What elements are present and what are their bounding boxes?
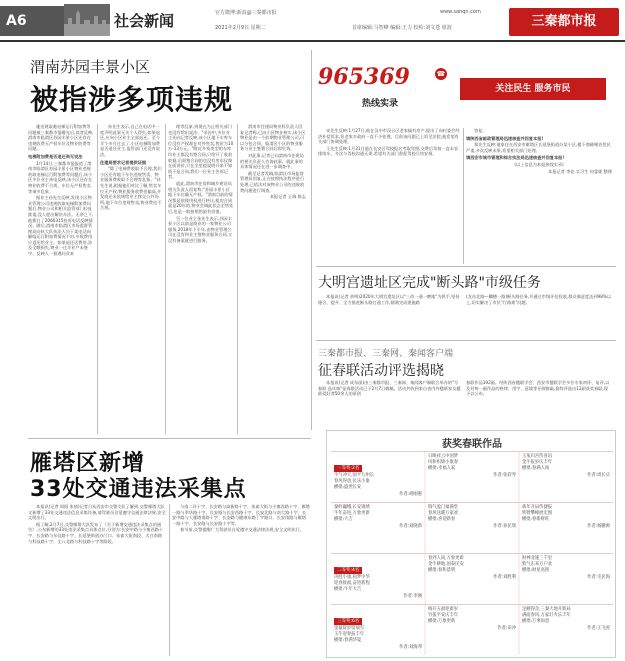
couplet-author: 作者:刘晓新 (399, 523, 422, 529)
couplet-line: 玉兔归宫传喜讯 (522, 454, 553, 459)
hotline-slogan: 关注民生 服务市民 (460, 78, 606, 100)
paragraph: 本报讯(记者 余明)2020年大明宫遗址区以"三改一通一磨地"为抓手,坚持缝合、提升、全力推进断头路打通工作,圆满完成建施路 (318, 294, 460, 305)
paragraph: 驰送规取驰电梯运行附加费等问题被三秦都市报曝光后,读者反映,渭南市临渭区苏园丰景小区还存在违规收费无产权车位及物业收费等问题。 (28, 124, 94, 152)
couplet-line: 金牛报岁庆丰年 (522, 460, 553, 466)
couplet-line: 决胜小康,圆梦中华 (334, 575, 370, 580)
prize-item (425, 451, 519, 502)
column-divider (169, 504, 170, 656)
prize-rank-badge: 二等奖:4名 (334, 567, 362, 574)
couplet-horizontal: 横批:万事如意 (522, 619, 550, 625)
paragraph: 春节前,交警提醒广大驾驶员自觉遵守交通法律法规,安全文明出行。 (180, 527, 305, 533)
story1-subtitle: 渭南苏园丰景小区 (30, 58, 151, 76)
couplet-line: 紫气东来万户欢 (522, 562, 553, 568)
story3-column-2 (466, 380, 612, 426)
newspaper-logo: 三秦都市报 (509, 8, 619, 36)
paragraph: 理等乱象,到现在为止相关部门也没有给出说法。"采访中,多位业主还向记者反映,该小区地下车库车位没有产权却在对外售卖,售价为10万-13万元。"附近多家类型的车库均业主都没有签合同,只给开了收款收据,后面签合同的也没有房东仪课在面讲价,只在坐里提说明开来不知情不是合同,我们一位业主告诉记者。 (168, 124, 234, 180)
couplet-line: 牛年奋进,万象更新 (334, 511, 370, 517)
couplet-line: 梅开五福迎新岁 (428, 607, 459, 612)
section-divider (316, 340, 616, 341)
paragraph: 渭南市住建局物业科负责人回复记者称,已向小区物业核实,该小区物业是由一个前期物业管理公司,可以分包合同。临渭区小区的物业服务与业主签署合同后即生效。 (240, 124, 306, 152)
award-title: 获奖春联作品 (442, 439, 502, 450)
couplet-horizontal: 横批:万象更新 (428, 619, 456, 625)
prize-item (519, 604, 613, 655)
prize-item (425, 604, 519, 655)
column-divider (97, 124, 98, 434)
couplet-horizontal: 横批:盛世长安 (334, 485, 362, 491)
paragraph: 据了解,2月7日,交警雁塔大队发布了《关于新增交通违法采集点的通告》,公布新增的33处违法采集点具体点位,分别为:长安中路与小寨西路十字、长安路与东仪路十字、长延堡街道办门口、朱雀大街南段、太白南路与科技路十字、丈八北路与科技路十字等路段。 (28, 521, 164, 544)
story4-title-line-1: 雁塔区新增 (30, 451, 146, 476)
hotline-column-1 (318, 128, 460, 264)
paragraph: 宋先生反映:1月27日,他在汉中市汉台区老家搞有房产,提出了向村委会经济补偿诉求,但老家乡政府一直不予处理。目前该问题已上诉至法院,他希望有关部门协调处理。 (318, 128, 460, 145)
story4-column-1 (28, 504, 166, 658)
prize-rank-badge: 一等奖:2名 (334, 465, 362, 472)
prize-item (519, 451, 613, 502)
paragraph: 本报讯(记者 周阳 朱倩)记者日从西安市交警支队了解到,交警雁塔大队又新增了33处交通违法信息采集设备,请驾驶员自觉遵守交通法律法规,安全文明出行。 (28, 504, 166, 521)
award-box (326, 430, 616, 658)
section-divider (28, 438, 311, 439)
couplet-line: 春到人间,万象更新 (428, 556, 464, 561)
page-header (0, 0, 625, 44)
couplet-line: 犇年开局传捷报 (522, 505, 553, 510)
prize-item (331, 502, 425, 553)
couplet-author: 作者:张彩琴 (493, 472, 516, 478)
couplet-line: 竹报平安庆丰年 (428, 613, 459, 619)
paragraph: 王先生反映:1月31日他在长安区驾校报名考取驾照,交费后驾校一直未安排练车。多次与驾校沟通无果,希望有关部门督促驾校尽快安排。 (318, 145, 459, 157)
header-divider (0, 40, 625, 42)
couplet-author: 作者:刘海邦 (399, 644, 422, 650)
prize-item (425, 553, 519, 604)
city-skyline-icon (64, 4, 110, 36)
section-title: 社会新闻 (114, 12, 175, 30)
couplet-line: 铁臂攀峰展宏图 (522, 511, 553, 517)
byline: 本报记者 王瑞 陈志 (269, 194, 306, 200)
hotline-label: 热线实录 (362, 99, 399, 109)
byline: 本报记者 李佳 实习生 何睿妮 整理 (548, 168, 612, 174)
couplet-line: 瑞气盈门福满堂 (428, 505, 459, 510)
story3-column-1 (318, 380, 462, 426)
story1-title: 被指涉多项违规 (30, 83, 234, 116)
subheading: 住建局要求记者提供证据 (100, 159, 147, 165)
story2-column-2 (466, 294, 612, 338)
couplet-author: 作者:王飞虎 (587, 625, 610, 631)
paragraph: "除了电梯费收取不合理,我们小区还有地下车位违规售卖、物业服务费收取不合理等乱象。"孙先生说,根据他们对比了解,售卖车位无产权,物业服务收费也偏高,开发商还未依规给业主移交公共场所,地下车位违规售卖,物业费也不合规。 (100, 166, 162, 211)
hotline-column-2 (466, 128, 612, 264)
story4-title-line-2: 33处交通违法采集点 (30, 477, 247, 502)
issue-date: 2021年2月9日 星期二 (215, 25, 266, 31)
couplet-line: 玉牛迎春报丰年 (334, 632, 365, 638)
paragraph: 春联作品192副。经陕西省楹联学会、西安市楹联学会多位专家初评、复评,以及对每一副作品的格律、用字、意境等仔细推敲,最终评选出12副获奖春联,现予以公布。 (466, 380, 610, 397)
couplet-horizontal: 横批:喜迎新春 (428, 517, 456, 523)
story2-title: 大明宫遗址区完成"断头路"市级任务 (318, 275, 541, 291)
couplet-line: 秦岭巍峨,长安锦绣 (334, 505, 370, 510)
page-number-tag: A6 (0, 6, 64, 36)
story4-column-2 (172, 504, 310, 658)
paragraph: 孙先生表示,自己在电话中一度声明此事无关个人得失,如果退还,应向小区业主全部退还。至今半个多月过去了,小区电梯附加费是否退还业主,监管部门还没有说法。 (100, 124, 160, 157)
couplet-horizontal: 横批:幸福人家 (428, 466, 456, 472)
couplet-line: 迎春接福,奋进新程 (334, 581, 370, 587)
paragraph: 本报讯(记者 成东丽)由三秦都市报、三秦网、秦闻客户端联合举办的"写春联 品年味"征春联活动已于2月7日截稿。活动共收到来自省内外楹联家及楹联爱好者50余人的原创 (318, 380, 461, 397)
couplet-author: 作者:杨鹏帅 (587, 523, 610, 529)
note: (以上信息为本报热线实录) (514, 161, 564, 167)
paragraph: 另一位业主张先生表示,苏园丰景小区以前是商业的一家物业公司服务,2018年下半年,由物业管理公司在没有和业主签物业服务合同,又没有备案就进行服务。 (168, 215, 233, 243)
couplet-author: 作者:胡刚惠 (399, 491, 422, 497)
couplet-line: 金鼠辞岁留瑞雪 (334, 626, 365, 631)
prize-item (519, 502, 613, 553)
paragraph: (龙首北路—麟德一路)断头路任务,并通过市级评估验收,群众满意度达到98%以上,切实解决了市民"行路难"问题。 (466, 294, 612, 305)
paragraph: 郑先生反映:他家住在西安市雁塔区长延堡街道办某小区,楼下商铺噪音扰民严重,多次反映未果,希望相关部门处理。 (466, 142, 611, 153)
request-line: 请西安市城市管理和综合执法局迅速核查并回复本报! (466, 155, 565, 161)
story3-title: 征春联活动评选揭晓 (318, 363, 444, 379)
couplet-line: 足额得舍,三秦大地开新局 (522, 607, 571, 612)
story1-column-4 (240, 124, 306, 436)
request-line: 请陕西省邮政管理局迅速核查并回复本报! (466, 135, 544, 141)
prize-rank-badge: 三等奖:6名 (334, 618, 362, 625)
story2-column-1 (318, 294, 462, 338)
couplet-author: 作者:李刚 (403, 593, 422, 599)
couplet-author: 作者:刘胜利 (493, 574, 516, 580)
paragraph: 与南二环十字、长安路与高新路十字、朱雀大街与小寨西路十字、雁塔一路与翠华路十字、长安路与长安西路十字、长安北路与南大路十字、长安中路与大雁塔南路十字、长安路与健康东路丁字路口、长安南路与雁塔一路十字、长安路与长安路十字等。 (172, 504, 310, 526)
story1-column-3 (168, 124, 234, 436)
hotline-banner (312, 64, 612, 122)
weibo-account: 官方微博:新浪@三秦都市报 (215, 10, 277, 16)
paragraph: 据业主孙先生反映,发现小区物业管理公司违规收取电梯附加费问题后,物业公司和相关监管部门拉扯推诿,没人愿出解决办法。无奈之下,他拨打了2060315投诉电话反映情况。随后,渭南市临渭区市场监督管理局向执大队执法人员于某电话向解临运行附加费情况不对,多收费用应返还给业主。如果退还话费用,涉及全额损失,物业一过半业户未签字。反映人一督遇问业来 (28, 195, 94, 257)
award-grid (331, 451, 613, 655)
prize-item (331, 451, 425, 502)
couplet-line: 日映祥云中国梦 (428, 454, 459, 459)
couplet-line: 金牛耕地,国泰民安 (428, 562, 464, 568)
couplet-horizontal: 横批:牛年大吉 (334, 587, 362, 593)
column-divider (165, 124, 166, 434)
story1-column-1 (28, 124, 94, 436)
couplet-line: 财神北施三千里 (522, 556, 553, 561)
couplet-author: 作者:周长庆 (587, 472, 610, 478)
editor-credits: 首席编辑:马智峰 编辑:王力 校检:刘文苍 席波 (352, 25, 452, 31)
prize-item (331, 553, 425, 604)
paragraph: 1月14日,三秦都市报报道了渭南市临渭区苏园丰景小区物业违规收取电梯运行附加费等问题后,该小区多位业主来电反映,该小区还存在物业收费不合规、车位无产权售卖等诸多乱象。 (28, 160, 93, 194)
couplet-horizontal: 横批:财星高照 (522, 568, 550, 574)
prize-item (425, 502, 519, 553)
paragraph: 答复。 (474, 128, 487, 133)
website-url: www.sanqn.com (440, 9, 481, 15)
couplet-line: 满面春风,万家灯火乐丰年 (522, 613, 571, 619)
section-divider (316, 266, 616, 267)
story1-column-2 (100, 124, 162, 436)
story3-pretitle: 三秦都市报、三秦网、秦闻客户端 (318, 349, 454, 359)
couplet-author: 作者:田冲 (497, 625, 516, 631)
couplet-line: 风和织锦小康春 (428, 460, 459, 466)
couplet-horizontal: 横批:春满人间 (522, 466, 550, 472)
couplet-horizontal: 横批:春满华夏 (334, 638, 362, 644)
couplet-line: 春风送暖万家欢 (428, 511, 459, 517)
paragraph: 就此,渭南市住房和城乡建设局相关负责人回复称:"苏园丰景小区地下车位确无产权。"渭南目前的情况都是依使用权进行转让,租房合同就是20年的,物业会调此状态至售处后,也是一般按照的最有价值。 (168, 180, 234, 214)
couplet-line: 春风得意,民乐小康 (334, 479, 370, 485)
hotline-number: 965369 (318, 64, 410, 90)
subheading: 电梯附加费是否退还尚无说法 (28, 153, 83, 159)
phone-icon: ☎ (436, 70, 446, 78)
couplet-horizontal: 横批:春和景明 (428, 568, 456, 574)
couplet-author: 作者:孙民瑞 (493, 523, 516, 529)
prize-item (331, 604, 425, 655)
paragraph: 对此事,记者已向渭南市住建局的相关负责人咨询此事。就此事的具体情况还在进一步调查中。 (240, 152, 304, 170)
couplet-horizontal: 横批:春新财旺 (522, 517, 550, 523)
column-divider (237, 124, 238, 434)
column-divider (463, 128, 464, 264)
paragraph: 截至记者发稿,临渭区市场监督管理局回复,正在按照执法程序进行处理,已依法对该物业公司的违规收费问题进行调查。 (240, 170, 305, 193)
prize-item (519, 553, 613, 604)
couplet-author: 作者:毛民海 (587, 574, 610, 580)
couplet-horizontal: 横批:大吉 (334, 517, 353, 523)
couplet-line: 牛气冲天,国平九州长 (334, 473, 375, 478)
